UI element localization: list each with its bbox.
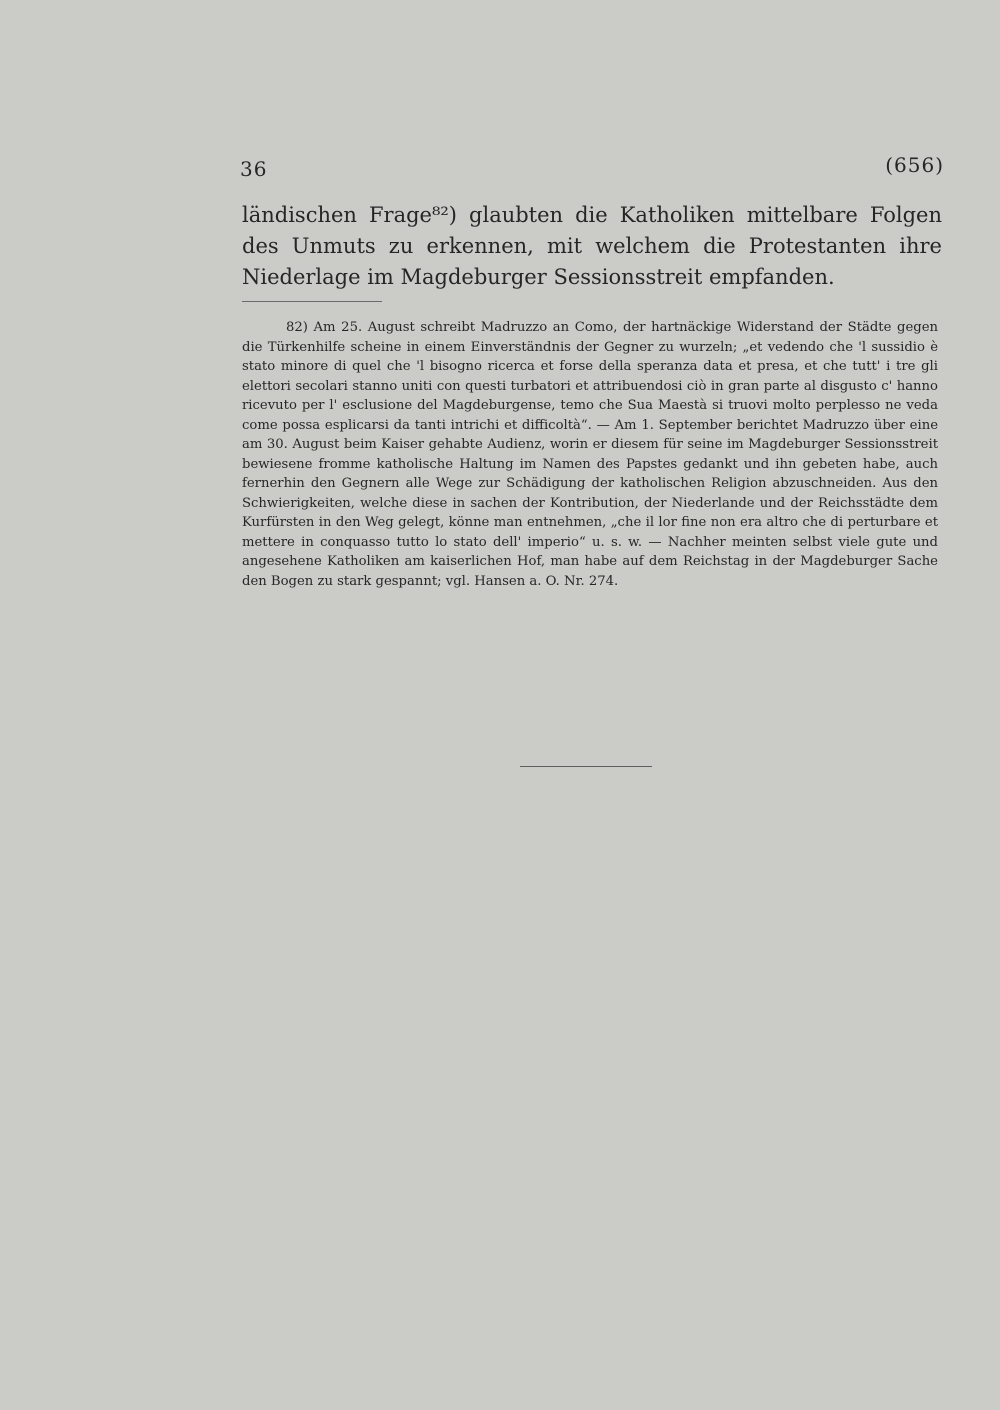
page-number: 36 bbox=[240, 157, 268, 181]
footnote-separator bbox=[242, 301, 382, 302]
body-paragraph: ländischen Frage⁸²) glaubten die Katholiken mittelbare Folgen des Unmuts zu erkennen, mit welchem die Protestanten ihre Niederlage im Magdeburger Sessionsstreit empfanden. bbox=[242, 203, 942, 289]
end-rule bbox=[520, 766, 652, 767]
footnote-82: 82) Am 25. August schreibt Madruzzo an Como, der hartnäckige Widerstand der Städte gegen die Türkenhilfe scheine in einem Einverständnis der Gegner zu wurzeln; „et vedendo che 'l sussidio è stato minore di quel che 'l bisogno ricerca et forse della speranza data et presa, et che tutt' i tre gli elettori secolari stanno uniti con questi turbatori et attribuendosi ciò in gran parte al disgusto c' hanno ricevuto per l' esclusione del Magdeburgense, temo che Sua Maestà si truovi molto perplesso ne veda come possa esplicarsi da tanti intrichi et difficoltà“. — Am 1. September berichtet Madruzzo über eine am 30. August beim Kaiser gehabte Audienz, worin er diesem für seine im Magdeburger Sessionsstreit bewiesene fromme katholische Haltung im Namen des Papstes gedankt und ihn gebeten habe, auch fernerhin den Gegnern alle Wege zur Schädigung der katholischen Religion abzuschneiden. Aus den Schwierigkeiten, welche diese in sachen der Kontribution, der Niederlande und der Reichsstädte dem Kurfürsten in den Weg gelegt, könne man entnehmen, „che il lor fine non era altro che di perturbare et mettere in conquasso tutto lo stato dell' imperio“ u. s. w. — Nachher meinten selbst viele gute und angesehene Katholiken am kaiserlichen Hof, man habe auf dem Reichstag in der Magdeburger Sache den Bogen zu stark gespannt; vgl. Hansen a. O. Nr. 274. bbox=[242, 320, 938, 589]
page-reference: (656) bbox=[885, 153, 944, 177]
